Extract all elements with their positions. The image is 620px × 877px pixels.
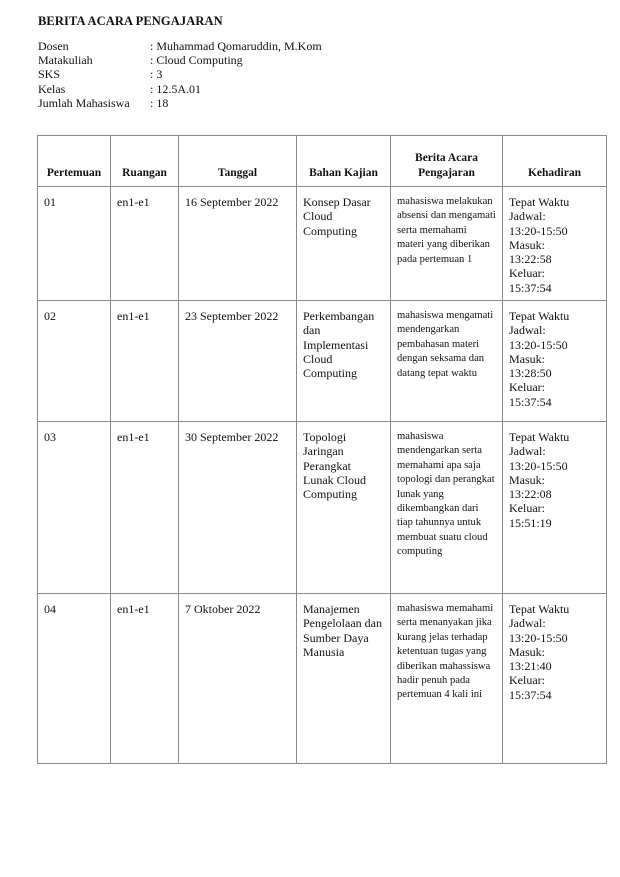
- table-row: [38, 187, 607, 301]
- cell-pertemuan: 04: [38, 594, 111, 764]
- info-value: : 12.5A.01: [150, 81, 201, 96]
- info-label: SKS: [38, 67, 61, 82]
- cell-bahan-kajian: Manajemen Pengelolaan dan Sumber Daya Manusia: [297, 594, 391, 764]
- cell-kehadiran: [503, 187, 607, 301]
- col-header-tanggal: Tanggal: [179, 136, 297, 187]
- teaching-log-table: [37, 135, 607, 764]
- check-in-label: Masuk:: [509, 237, 545, 252]
- info-row-jumlah-mahasiswa: [38, 96, 322, 110]
- info-row-dosen: [38, 39, 322, 53]
- attendance-status: Tepat Waktu: [509, 602, 570, 616]
- cell-kehadiran: [503, 301, 607, 422]
- cell-berita-acara: mahasiswa mengamati mendengarkan pembahasan materi dengan seksama dan datang tepat waktu: [391, 301, 503, 422]
- check-out-label: Keluar:: [509, 501, 545, 516]
- cell-berita-acara: mahasiswa memahami serta menanyakan jika kurang jelas terhadap ketentuan tugas yang diberikan mahassiswa hadir penuh pada pertemuan 4 kali ini: [391, 594, 503, 764]
- schedule-label: Jadwal:: [509, 323, 546, 338]
- info-value: : Cloud Computing: [150, 53, 243, 68]
- info-value: : 3: [150, 67, 163, 82]
- schedule-label: Jadwal:: [509, 209, 546, 224]
- col-header-kehadiran: Kehadiran: [503, 136, 607, 187]
- schedule-value: 13:20-15:50: [509, 630, 568, 645]
- check-in-label: Masuk:: [509, 644, 545, 659]
- info-row-kelas: [38, 82, 322, 96]
- schedule-value: 13:20-15:50: [509, 223, 568, 238]
- cell-bahan-kajian: Perkembangan dan Implementasi Cloud Computing: [297, 301, 391, 422]
- info-value: : Muhammad Qomaruddin, M.Kom: [150, 39, 322, 53]
- schedule-label: Jadwal:: [509, 444, 546, 459]
- attendance-status: Tepat Waktu: [509, 195, 570, 209]
- check-in-value: 13:22:08: [509, 487, 552, 502]
- cell-pertemuan: 03: [38, 422, 111, 594]
- cell-kehadiran: [503, 594, 607, 764]
- check-out-value: 15:51:19: [509, 515, 552, 530]
- cell-pertemuan: 02: [38, 301, 111, 422]
- cell-tanggal: 23 September 2022: [179, 301, 297, 422]
- cell-berita-acara: mahasiswa melakukan absensi dan mengamati serta memahami materi yang diberikan pada pertemuan 1: [391, 187, 503, 301]
- attendance-status: Tepat Waktu: [509, 430, 570, 444]
- course-info: [38, 39, 322, 110]
- col-header-pertemuan: Pertemuan: [38, 136, 111, 187]
- cell-bahan-kajian: Konsep Dasar Cloud Computing: [297, 187, 391, 301]
- check-in-value: 13:21:40: [509, 659, 552, 674]
- cell-pertemuan: 01: [38, 187, 111, 301]
- cell-tanggal: 7 Oktober 2022: [179, 594, 297, 764]
- col-header-berita-acara: Berita Acara Pengajaran: [391, 136, 503, 187]
- attendance-status: Tepat Waktu: [509, 309, 570, 323]
- info-label: Matakuliah: [38, 53, 93, 68]
- document-title: BERITA ACARA PENGAJARAN: [38, 14, 223, 28]
- check-in-label: Masuk:: [509, 472, 545, 487]
- cell-tanggal: 30 September 2022: [179, 422, 297, 594]
- cell-berita-acara: mahasiswa mendengarkan serta memahami apa saja topologi dan perangkat lunak yang dikembangkan dari tiap tahunnya untuk membuat suatu cloud computing: [391, 422, 503, 594]
- col-header-ruangan: Ruangan: [111, 136, 179, 187]
- check-in-value: 13:28:50: [509, 366, 552, 381]
- schedule-label: Jadwal:: [509, 616, 546, 631]
- table-row: [38, 301, 607, 422]
- table-row: [38, 594, 607, 764]
- check-out-value: 15:37:54: [509, 280, 552, 295]
- check-out-label: Keluar:: [509, 380, 545, 395]
- cell-ruangan: en1-e1: [111, 187, 179, 301]
- info-label: Kelas: [38, 81, 66, 96]
- check-out-value: 15:37:54: [509, 394, 552, 409]
- check-out-value: 15:37:54: [509, 687, 552, 702]
- col-header-bahan-kajian: Bahan Kajian: [297, 136, 391, 187]
- check-out-label: Keluar:: [509, 266, 545, 281]
- schedule-value: 13:20-15:50: [509, 458, 568, 473]
- cell-ruangan: en1-e1: [111, 422, 179, 594]
- table-row: [38, 422, 607, 594]
- cell-bahan-kajian: Topologi Jaringan Perangkat Lunak Cloud Computing: [297, 422, 391, 594]
- cell-tanggal: 16 September 2022: [179, 187, 297, 301]
- info-label: Dosen: [38, 39, 69, 53]
- schedule-value: 13:20-15:50: [509, 337, 568, 352]
- info-label: Jumlah Mahasiswa: [38, 95, 130, 110]
- check-out-label: Keluar:: [509, 673, 545, 688]
- check-in-value: 13:22:58: [509, 252, 552, 267]
- cell-ruangan: en1-e1: [111, 594, 179, 764]
- table-header-row: [38, 136, 607, 187]
- cell-ruangan: en1-e1: [111, 301, 179, 422]
- info-row-matakuliah: [38, 53, 322, 67]
- check-in-label: Masuk:: [509, 351, 545, 366]
- info-value: : 18: [150, 95, 169, 110]
- cell-kehadiran: [503, 422, 607, 594]
- info-row-sks: [38, 67, 322, 81]
